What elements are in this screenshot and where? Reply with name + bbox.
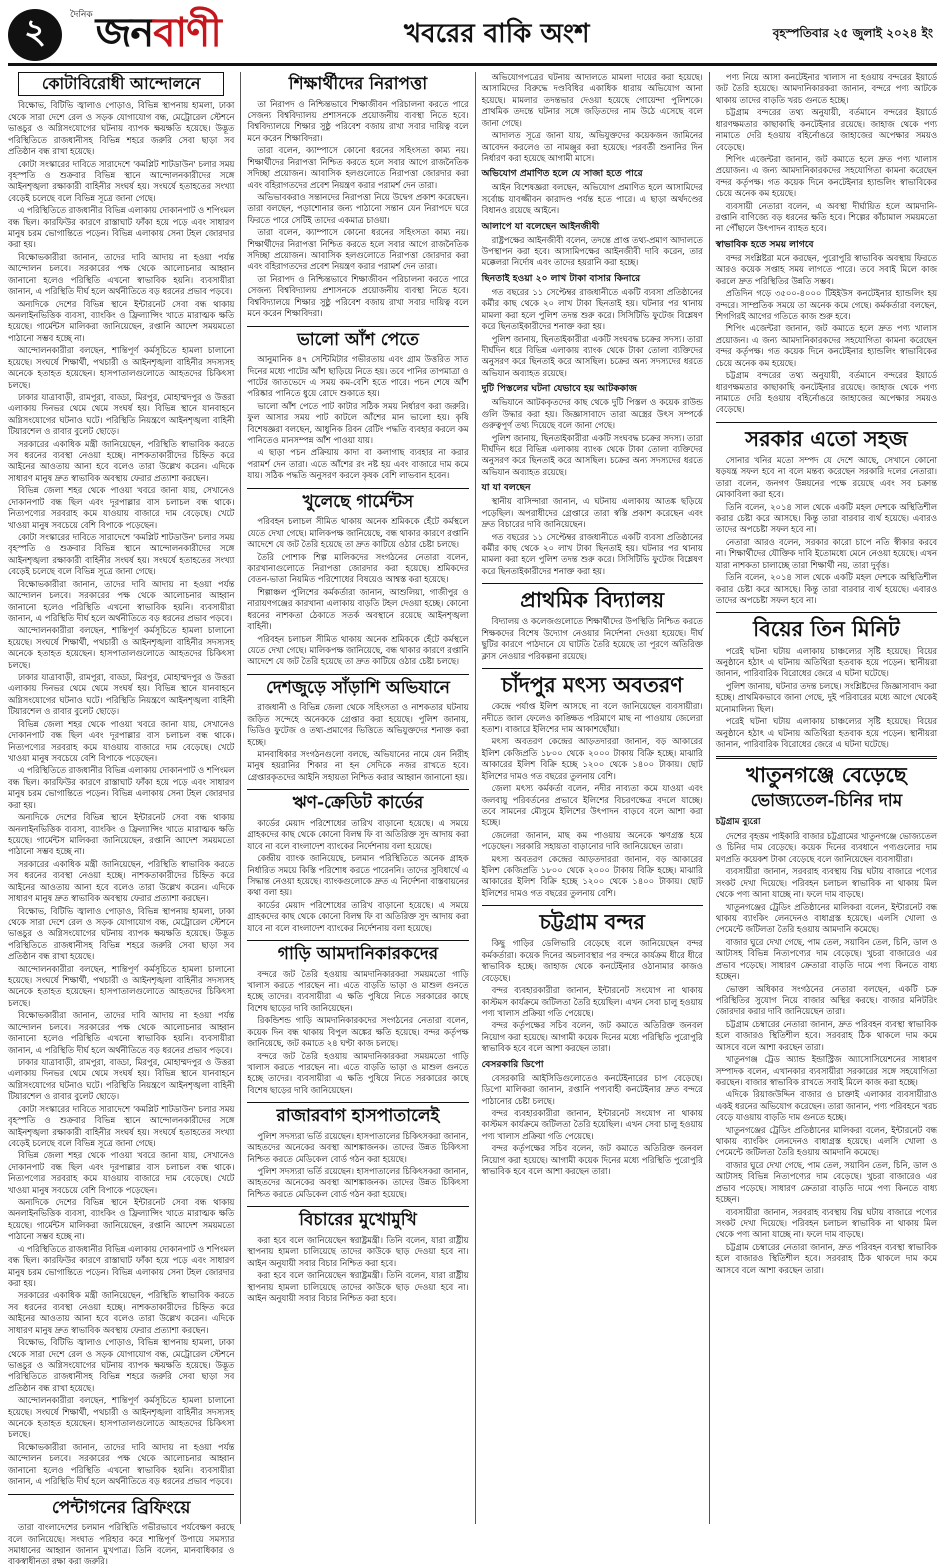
paragraph: বিভিন্ন জেলা শহর থেকে পাওয়া খবরে জানা যায়, সেখানেও দোকানপাট বন্ধ ছিল এবং দূরপাল্লার বাস চলাচল বন্ধ থাকে। নিত্যপণ্যের সরবরাহ কমে যাওয়ায় বাজারে দাম বেড়েছে। খেটে খাওয়া মানুষ সবচেয়ে বেশি বিপাকে পড়েছেন।: [8, 1150, 235, 1195]
paragraph: জেলেরা জানান, মাছ কম পাওয়ায় অনেকে ঋণগ্রস্ত হয়ে পড়েছেন। সরকারি সহায়তা বাড়ানোর দাবি জানিয়েছেন তারা।: [481, 829, 703, 852]
paragraph: ব্যবসায়ীরা জানান, সরবরাহ ব্যবস্থায় বিঘ্ন ঘটায় বাজারে পণ্যের সংকট দেখা দিয়েছে। পরিবহন চলাচল স্বাভাবিক না থাকায় মিল থেকে পণ্য আনা যাচ্ছে না। ফলে দাম বাড়ছে।: [715, 1206, 937, 1240]
paragraph: পুলিশ সদস্যরা ভর্তি রয়েছেন। হাসপাতালের চিকিৎসকরা জানান, আহতদের অনেকের অবস্থা আশঙ্কাজনক। তাদের উন্নত চিকিৎসা নিশ্চিত করতে মেডিকেল বোর্ড গঠন করা হয়েছে।: [247, 1166, 469, 1199]
paragraph: বাজার ঘুরে দেখা গেছে, পাম তেল, সয়াবিন তেল, চিনি, ডাল ও আটাসহ বিভিন্ন নিত্যপণ্যের দাম বেড়েছে। খুচরা বাজারেও এর প্রভাব পড়েছে। সাধারণ ক্রেতারা বাড়তি দামে পণ্য কিনতে বাধ্য হচ্ছেন।: [715, 936, 937, 982]
paragraph: ভোক্তা অধিকার সংগঠনের নেতারা বলছেন, একটি চক্র পরিস্থিতির সুযোগ নিয়ে বাজার অস্থির করছে। বাজার মনিটরিং জোরদার করার দাবি জানিয়েছেন তারা।: [715, 983, 937, 1017]
story-face-trial: [247, 1211, 468, 1304]
column-4: [709, 72, 937, 1524]
page-number: ২: [8, 9, 62, 61]
paragraph: খাতুনগঞ্জের ট্রেডিং প্রতিষ্ঠানের মালিকরা বলেন, ইন্টারনেট বন্ধ থাকায় ব্যাংকিং লেনদেনও বাধাগ্রস্ত হয়েছে। এলসি খোলা ও পেমেন্টে জটিলতা তৈরি হওয়ায় আমদানি কমেছে।: [715, 901, 937, 935]
paragraph: মৎস্য অবতরণ কেন্দ্রের আড়তদাররা জানান, বড় আকারের ইলিশ কেজিপ্রতি ১৮০০ থেকে ২০০০ টাকায় বিক্রি হচ্ছে। মাঝারি আকারের ইলিশ বিক্রি হচ্ছে ১২০০ থেকে ১৪০০ টাকায়। ছোট ইলিশের দামও গত বছরের তুলনায় বেশি।: [481, 736, 703, 781]
story-nationwide-drive: [247, 679, 468, 784]
paragraph: বিক্ষোভ, বিটিভি জ্বালাও পোড়াও, বিভিন্ন স্থাপনায় হামলা, ঢাকা থেকে সারা দেশে রেল ও সড়ক যোগাযোগ বন্ধ, মেট্রোরেল স্টেশনে ভাঙচুর ও অগ্নিসংযোগের ঘটনায় ব্যাপক ক্ষয়ক্ষতি হয়েছে। উদ্ভূত পরিস্থিতিতে রাজধানীসহ বিভিন্ন শহরে জরুরি সেবা ছাড়া সব প্রতিষ্ঠান বন্ধ রাখা হয়েছে।: [8, 905, 235, 962]
paragraph: আন্দোলনকারীরা বলছেন, শান্তিপূর্ণ কর্মসূচিতে হামলা চালানো হয়েছে। সংঘর্ষে শিক্ষার্থী, পথচারী ও আইনশৃঙ্খলা বাহিনীর সদস্যসহ অনেকে হতাহত হয়েছেন। হাসপাতালগুলোতে আহতদের চিকিৎসা চলছে।: [8, 1395, 235, 1440]
paragraph: বিক্ষোভকারীরা জানান, তাদের দাবি আদায় না হওয়া পর্যন্ত আন্দোলন চলবে। সরকারের পক্ষ থেকে আলোচনার আহ্বান জানানো হলেও পরিস্থিতি এখনো স্বাভাবিক হয়নি। ব্যবসায়ীরা জানান, এ পরিস্থিতি দীর্ঘ হলে অর্থনীতিতে বড় ধরনের প্রভাব পড়বে।: [8, 578, 235, 623]
paragraph: মৎস্য অবতরণ কেন্দ্রের আড়তদাররা জানান, বড় আকারের ইলিশ কেজিপ্রতি ১৮০০ থেকে ২০০০ টাকায় বিক্রি হচ্ছে। মাঝারি আকারের ইলিশ বিক্রি হচ্ছে ১২০০ থেকে ১৪০০ টাকায়। ছোট ইলিশের দামও গত বছরের তুলনায় বেশি।: [481, 853, 703, 898]
headline: চট্টগ্রাম বন্দর: [539, 909, 645, 935]
paragraph: ঢাকার যাত্রাবাড়ী, রামপুরা, বাড্ডা, মিরপুর, মোহাম্মদপুর ও উত্তরা এলাকায় দিনভর থেমে থেমে সংঘর্ষ হয়। বিভিন্ন স্থানে যানবাহনে অগ্নিসংযোগের ঘটনাও ঘটে। পরিস্থিতি নিয়ন্ত্রণে আইনশৃঙ্খলা বাহিনী টিয়ারশেল ও রাবার বুলেট ছোড়ে।: [8, 391, 235, 437]
paragraph: এদিকে রিয়াজউদ্দিন বাজার ও চাক্তাই এলাকার ব্যবসায়ীরাও একই ধরনের অভিযোগ করেছেন। তারা জানান, পণ্য পরিবহনে খরচ বেড়ে যাওয়ায় বাড়তি দাম গুনতে হচ্ছে।: [715, 1089, 937, 1123]
story-khatunganj-prices: [716, 763, 937, 1276]
paragraph: শিল্পাঞ্চল পুলিশের কর্মকর্তারা জানান, আশুলিয়া, গাজীপুর ও নারায়ণগঞ্জের কারখানা এলাকায় বাড়তি টহল দেওয়া হচ্ছে। কোনো ধরনের নাশকতা ঠেকাতে সতর্ক অবস্থানে রয়েছে আইনশৃঙ্খলা বাহিনী।: [247, 586, 469, 632]
story-pentagon-briefing: [8, 1499, 234, 1568]
paragraph: সোনার খনির মতো সম্পদ যে দেশে আছে, সেখানে কোনো ষড়যন্ত্র সফল হবে না বলে মন্তব্য করেছেন সরকারি দলের নেতারা। তারা বলেন, জনগণ উন্নয়নের পক্ষে রয়েছে এবং সব চক্রান্ত মোকাবিলা করা হবে।: [715, 454, 937, 500]
divider: [247, 789, 468, 790]
paragraph: চট্টগ্রাম বন্দরের তথ্য অনুযায়ী, বর্তমানে বন্দরের ইয়ার্ডে ধারণক্ষমতার কাছাকাছি কনটেইনার রয়েছে। জাহাজ থেকে পণ্য নামাতে দেরি হওয়ায় বহির্নোঙরে জাহাজের অপেক্ষার সময়ও বেড়েছে।: [715, 370, 937, 415]
paragraph: তৈরি পোশাক শিল্প মালিকদের সংগঠনের নেতারা বলেন, কারখানাগুলোতে নিরাপত্তা জোরদার করা হয়েছে। শ্রমিকদের বেতন-ভাতা নিয়মিত পরিশোধের বিষয়েও আশ্বস্ত করা হয়েছে।: [247, 551, 469, 585]
paragraph: ব্যবসায়ীরা জানান, সরবরাহ ব্যবস্থায় বিঘ্ন ঘটায় বাজারে পণ্যের সংকট দেখা দিয়েছে। পরিবহন চলাচল স্বাভাবিক না থাকায় মিল থেকে পণ্য আনা যাচ্ছে না। ফলে দাম বাড়ছে।: [715, 866, 937, 900]
paragraph: ঢাকার যাত্রাবাড়ী, রামপুরা, বাড্ডা, মিরপুর, মোহাম্মদপুর ও উত্তরা এলাকায় দিনভর থেমে থেমে সংঘর্ষ হয়। বিভিন্ন স্থানে যানবাহনে অগ্নিসংযোগের ঘটনাও ঘটে। পরিস্থিতি নিয়ন্ত্রণে আইনশৃঙ্খলা বাহিনী টিয়ারশেল ও রাবার বুলেট ছোড়ে।: [8, 1056, 235, 1102]
headline: শিক্ষার্থীদের নিরাপত্তা: [288, 74, 428, 94]
paragraph: খাতুনগঞ্জের ট্রেডিং প্রতিষ্ঠানের মালিকরা বলেন, ইন্টারনেট বন্ধ থাকায় ব্যাংকিং লেনদেনও বাধাগ্রস্ত হয়েছে। এলসি খোলা ও পেমেন্টে জটিলতা তৈরি হওয়ায় আমদানি কমেছে।: [715, 1124, 937, 1158]
paragraph: আন্দোলনকারীরা বলছেন, শান্তিপূর্ণ কর্মসূচিতে হামলা চালানো হয়েছে। সংঘর্ষে শিক্ষার্থী, পথচারী ও আইনশৃঙ্খলা বাহিনীর সদস্যসহ অনেকে হতাহত হয়েছেন। হাসপাতালগুলোতে আহতদের চিকিৎসা চলছে।: [8, 345, 235, 390]
paragraph: অন্যদিকে দেশের বিভিন্ন স্থানে ইন্টারনেট সেবা বন্ধ থাকায় অনলাইনভিত্তিক ব্যবসা, ব্যাংকিং ও ফ্রিল্যান্সিং খাতে মারাত্মক ক্ষতি হয়েছে। গার্মেন্টস মালিকরা জানিয়েছেন, রপ্তানি আদেশ সময়মতো পাঠানো সম্ভব হচ্ছে না।: [8, 1197, 235, 1242]
masthead: [8, 6, 937, 66]
paragraph: আদালত সূত্রে জানা যায়, অভিযুক্তদের কয়েকজন জামিনের আবেদন করলেও তা নামঞ্জুর করা হয়েছে। পরবর্তী শুনানির দিন নির্ধারণ করা হয়েছে আগামী মাসে।: [481, 130, 703, 163]
headline: কোটাবিরোধী আন্দোলনে: [18, 72, 224, 96]
story-primary-school: [482, 588, 703, 662]
paragraph: অভিভাবকরাও সন্তানদের নিরাপত্তা নিয়ে উদ্বেগ প্রকাশ করেছেন। তারা বলছেন, পড়াশোনার জন্য পাঠানো সন্তান যেন নিরাপদে ঘরে ফিরতে পারে সেটিই তাদের একমাত্র চাওয়া।: [247, 191, 469, 225]
paragraph: বাজার ঘুরে দেখা গেছে, পাম তেল, সয়াবিন তেল, চিনি, ডাল ও আটাসহ বিভিন্ন নিত্যপণ্যের দাম বেড়েছে। খুচরা বাজারেও এর প্রভাব পড়েছে। সাধারণ ক্রেতারা বাড়তি দামে পণ্য কিনতে বাধ্য হচ্ছেন।: [715, 1159, 937, 1205]
paragraph: বন্দর ব্যবহারকারীরা জানান, ইন্টারনেট সংযোগ না থাকায় কাস্টমস কার্যক্রমে জটিলতা তৈরি হয়েছিল। এখন সেবা চালু হওয়ায় পণ্য খালাস প্রক্রিয়া গতি পেয়েছে।: [481, 1107, 703, 1141]
paragraph: তারা বলেন, ক্যাম্পাসে কোনো ধরনের সহিংসতা কাম্য নয়। শিক্ষার্থীদের নিরাপত্তা নিশ্চিত করতে হলে সবার আগে রাজনৈতিক সদিচ্ছা প্রয়োজন। আবাসিক হলগুলোতে নিরাপত্তা জোরদার করা এবং বহিরাগতদের প্রবেশ নিয়ন্ত্রণ করার পরামর্শ দেন তারা।: [247, 145, 469, 190]
paragraph: চট্টগ্রাম বন্দরের তথ্য অনুযায়ী, বর্তমানে বন্দরের ইয়ার্ডে ধারণক্ষমতার কাছাকাছি কনটেইনার রয়েছে। জাহাজ থেকে পণ্য নামাতে দেরি হওয়ায় বহির্নোঙরে জাহাজের অপেক্ষার সময়ও বেড়েছে।: [715, 107, 937, 152]
issue-date: বৃহস্পতিবার ২৫ জুলাই ২০২৪ ইং: [772, 25, 933, 40]
paragraph: কিছু গাড়ির ডেলিভারি বেড়েছে বলে জানিয়েছেন বন্দর কর্মকর্তারা। কয়েক দিনের অচলাবস্থার পর বন্দরে কার্যক্রম ধীরে ধীরে স্বাভাবিক হচ্ছে। জাহাজ থেকে কনটেইনার ওঠানামার কাজও বেড়েছে।: [481, 938, 703, 983]
paragraph: কোটা সংস্কারের দাবিতে সারাদেশে 'কমপ্লিট শাটডাউন' চলার সময় বৃহস্পতি ও শুক্রবার বিভিন্ন স্থানে আন্দোলনকারীদের সঙ্গে আইনশৃঙ্খলা রক্ষাকারী বাহিনীর সংঘর্ষ হয়। সংঘর্ষে হতাহতের সংখ্যা বেড়েই চলেছে বলে বিভিন্ন সূত্রে জানা গেছে।: [8, 532, 235, 577]
paragraph: ঢাকার যাত্রাবাড়ী, রামপুরা, বাড্ডা, মিরপুর, মোহাম্মদপুর ও উত্তরা এলাকায় দিনভর থেমে থেমে সংঘর্ষ হয়। বিভিন্ন স্থানে যানবাহনে অগ্নিসংযোগের ঘটনাও ঘটে। পরিস্থিতি নিয়ন্ত্রণে আইনশৃঙ্খলা বাহিনী টিয়ারশেল ও রাবার বুলেট ছোড়ে।: [8, 672, 235, 717]
paragraph: আইন বিশেষজ্ঞরা বলছেন, অভিযোগ প্রমাণিত হলে আসামিদের সর্বোচ্চ যাবজ্জীবন কারাদণ্ড পর্যন্ত হতে পারে। এ ছাড়া অর্থদণ্ডের বিধানও রয়েছে আইনে।: [481, 182, 703, 216]
paragraph: তা নিরাপদ ও নিশ্চিন্তভাবে শিক্ষাজীবন পরিচালনা করতে পারে সেজন্য বিশ্ববিদ্যালয় প্রশাসনকে প্রয়োজনীয় ব্যবস্থা নিতে হবে। বিশ্ববিদ্যালয়ে শিক্ষার সুষ্ঠু পরিবেশ বজায় রাখা সবার দায়িত্ব বলে মনে করেন শিক্ষাবিদরা।: [247, 98, 469, 143]
story-chandpur-fish: [482, 673, 703, 899]
divider: [716, 612, 937, 613]
headline: সরকার এতো সহজ: [745, 425, 908, 451]
paragraph: তিনি বলেন, ২০১৪ সাল থেকে একটি মহল দেশকে অস্থিতিশীল করার চেষ্টা করে আসছে। কিন্তু তারা বারবার ব্যর্থ হয়েছে। এবারও তাদের অপচেষ্টা সফল হবে না।: [715, 572, 937, 606]
divider: [8, 1494, 234, 1495]
column-2: [240, 72, 468, 1524]
logo-prefix: দৈনিক: [70, 10, 93, 20]
paragraph: অভিযানে আটককৃতদের কাছ থেকে দুটি পিস্তল ও কয়েক রাউন্ড গুলি উদ্ধার করা হয়। জিজ্ঞাসাবাদে তারা অস্ত্রের উৎস সম্পর্কে গুরুত্বপূর্ণ তথ্য দিয়েছে বলে জানা গেছে।: [481, 397, 703, 431]
byline: চট্টগ্রাম ব্যুরো: [715, 817, 761, 828]
paragraph: কোটা সংস্কারের দাবিতে সারাদেশে 'কমপ্লিট শাটডাউন' চলার সময় বৃহস্পতি ও শুক্রবার বিভিন্ন স্থানে আন্দোলনকারীদের সঙ্গে আইনশৃঙ্খলা রক্ষাকারী বাহিনীর সংঘর্ষ হয়। সংঘর্ষে হতাহতের সংখ্যা বেড়েই চলেছে বলে বিভিন্ন সূত্রে জানা গেছে।: [8, 1103, 235, 1148]
divider: [482, 668, 703, 669]
headline: ঋণ-ক্রেডিট কার্ডের: [292, 793, 424, 814]
story-quota-movement: [8, 72, 234, 1488]
subheadline: ভোজ্যতেল-চিনির দাম: [750, 790, 903, 811]
paragraph: করা হবে বলে জানিয়েছেন স্বরাষ্ট্রমন্ত্রী। তিনি বলেন, যারা রাষ্ট্রীয় স্থাপনায় হামলা চালিয়েছে তাদের কাউকে ছাড় দেওয়া হবে না। আইন অনুযায়ী সবার বিচার নিশ্চিত করা হবে।: [247, 1234, 469, 1268]
paragraph: তা নিরাপদ ও নিশ্চিন্তভাবে শিক্ষাজীবন পরিচালনা করতে পারে সেজন্য বিশ্ববিদ্যালয় প্রশাসনকে প্রয়োজনীয় ব্যবস্থা নিতে হবে। বিশ্ববিদ্যালয়ে শিক্ষার সুষ্ঠু পরিবেশ বজায় রাখা সবার দায়িত্ব বলে মনে করেন শিক্ষাবিদরা।: [247, 273, 469, 319]
headline: গাড়ি আমদানিকারকদের: [277, 944, 439, 965]
paragraph: পুলিশ সদস্যরা ভর্তি রয়েছেন। হাসপাতালের চিকিৎসকরা জানান, আহতদের অনেকের অবস্থা আশঙ্কাজনক। তাদের উন্নত চিকিৎসা নিশ্চিত করতে মেডিকেল বোর্ড গঠন করা হয়েছে।: [247, 1130, 469, 1164]
story-car-importers: [247, 945, 468, 1096]
paragraph: ভালো আঁশ পেতে পাট কাটার সঠিক সময় নির্ধারণ করা জরুরি। ফুল আসার সময় পাট কাটলে আঁশের মান ভালো হয়। কৃষি বিশেষজ্ঞরা বলছেন, আধুনিক রিবন রেটিং পদ্ধতি ব্যবহার করলে কম পানিতেও মানসম্পন্ন আঁশ পাওয়া যায়।: [247, 400, 469, 446]
paragraph: অভিযোগপত্রের ঘটনায় আদালতে মামলা দায়ের করা হয়েছে। আসামিদের বিরুদ্ধে দণ্ডবিধির একাধিক ধারায় অভিযোগ আনা হয়েছে। মামলার তদন্তভার দেওয়া হয়েছে গোয়েন্দা পুলিশকে। প্রাথমিক তদন্তে ঘটনার সঙ্গে জড়িতদের নাম উঠে এসেছে বলে জানা গেছে।: [481, 72, 703, 128]
divider: [247, 488, 468, 489]
paragraph: বিক্ষোভকারীরা জানান, তাদের দাবি আদায় না হওয়া পর্যন্ত আন্দোলন চলবে। সরকারের পক্ষ থেকে আলোচনার আহ্বান জানানো হলেও পরিস্থিতি এখনো স্বাভাবিক হয়নি। ব্যবসায়ীরা জানান, এ পরিস্থিতি দীর্ঘ হলে অর্থনীতিতে বড় ধরনের প্রভাব পড়বে।: [8, 251, 235, 297]
paragraph: আন্দোলনকারীরা বলছেন, শান্তিপূর্ণ কর্মসূচিতে হামলা চালানো হয়েছে। সংঘর্ষে শিক্ষার্থী, পথচারী ও আইনশৃঙ্খলা বাহিনীর সদস্যসহ অনেকে হতাহত হয়েছেন। হাসপাতালগুলোতে আহতদের চিকিৎসা চলছে।: [8, 625, 235, 670]
headline: বিচারের মুখোমুখি: [299, 1210, 417, 1231]
paragraph: তারা বলেন, ক্যাম্পাসে কোনো ধরনের সহিংসতা কাম্য নয়। শিক্ষার্থীদের নিরাপত্তা নিশ্চিত করতে হলে সবার আগে রাজনৈতিক সদিচ্ছা প্রয়োজন। আবাসিক হলগুলোতে নিরাপত্তা জোরদার করা এবং বহিরাগতদের প্রবেশ নিয়ন্ত্রণ করার পরামর্শ দেন তারা।: [247, 227, 469, 272]
paragraph: সরকারের একাধিক মন্ত্রী জানিয়েছেন, পরিস্থিতি স্বাভাবিক করতে সব ধরনের ব্যবস্থা নেওয়া হচ্ছে। নাশকতাকারীদের চিহ্নিত করে আইনের আওতায় আনা হবে বলেও তারা উল্লেখ করেন। এদিকে সাধারণ মানুষ দ্রুত স্বাভাবিক অবস্থায় ফেরার প্রত্যাশা করছেন।: [8, 438, 235, 483]
headline: বিয়ের তিন মিনিট: [753, 616, 900, 642]
paragraph: বিক্ষোভ, বিটিভি জ্বালাও পোড়াও, বিভিন্ন স্থাপনায় হামলা, ঢাকা থেকে সারা দেশে রেল ও সড়ক যোগাযোগ বন্ধ, মেট্রোরেল স্টেশনে ভাঙচুর ও অগ্নিসংযোগের ঘটনায় ব্যাপক ক্ষয়ক্ষতি হয়েছে। উদ্ভূত পরিস্থিতিতে রাজধানীসহ বিভিন্ন শহরে জরুরি সেবা ছাড়া সব প্রতিষ্ঠান বন্ধ রাখা হয়েছে।: [8, 1337, 235, 1393]
paragraph: কেন্দ্রে পর্যাপ্ত ইলিশ আসছে না বলে জানিয়েছেন ব্যবসায়ীরা। নদীতে জাল ফেলেও কাঙ্ক্ষিত পরিমাণে মাছ না পাওয়ায় জেলেরা হতাশ। বাজারে ইলিশের দাম আকাশছোঁয়া।: [481, 701, 703, 734]
divider: [247, 674, 468, 675]
paragraph: শিপিং এজেন্টরা জানান, জট কমাতে হলে দ্রুত পণ্য খালাস প্রয়োজন। এ জন্য আমদানিকারকদের সহযোগিতা কামনা করেছেন বন্দর কর্তৃপক্ষ। গত কয়েক দিনে কনটেইনার হ্যান্ডলিং স্বাভাবিকের চেয়ে অনেক কম হয়েছে।: [715, 323, 937, 368]
story-wedding: [716, 617, 937, 750]
paragraph: পরেই ঘটনা ঘটায় এলাকায় চাঞ্চল্যের সৃষ্টি হয়েছে। বিয়ের অনুষ্ঠানে হঠাৎ এ ঘটনায় অতিথিরা হতবাক হয়ে পড়েন। স্থানীয়রা জানান, পারিবারিক বিরোধের জেরে এ ঘটনা ঘটেছে।: [715, 645, 937, 679]
paragraph: নেতারা আরও বলেন, সরকার কারো চাপে নতি স্বীকার করবে না। শিক্ষার্থীদের যৌক্তিক দাবি ইতোমধ্যে মেনে নেওয়া হয়েছে। এখন যারা নাশকতা চালাচ্ছে তারা শিক্ষার্থী নয়, তারা দুর্বৃত্ত।: [715, 536, 937, 570]
divider: [247, 326, 468, 327]
headline: দেশজুড়ে সাঁড়াশি অভিযানে: [265, 677, 450, 698]
paragraph: চট্টগ্রাম চেম্বারের নেতারা জানান, দ্রুত পরিবহন ব্যবস্থা স্বাভাবিক হলে বাজারও স্থিতিশীল হবে। সরবরাহ ঠিক থাকলে দাম কমে আসবে বলে আশা করছেন তারা।: [715, 1241, 937, 1275]
paragraph: বিক্ষোভকারীরা জানান, তাদের দাবি আদায় না হওয়া পর্যন্ত আন্দোলন চলবে। সরকারের পক্ষ থেকে আলোচনার আহ্বান জানানো হলেও পরিস্থিতি এখনো স্বাভাবিক হয়নি। ব্যবসায়ীরা জানান, এ পরিস্থিতি দীর্ঘ হলে অর্থনীতিতে বড় ধরনের প্রভাব পড়বে।: [8, 1441, 235, 1487]
paragraph: করা হবে বলে জানিয়েছেন স্বরাষ্ট্রমন্ত্রী। তিনি বলেন, যারা রাষ্ট্রীয় স্থাপনায় হামলা চালিয়েছে তাদের কাউকে ছাড় দেওয়া হবে না। আইন অনুযায়ী সবার বিচার নিশ্চিত করা হবে।: [247, 1270, 469, 1303]
paragraph: দেশের বৃহত্তম পাইকারি বাজার চট্টগ্রামের খাতুনগঞ্জে ভোজ্যতেল ও চিনির দাম বেড়েছে। কয়েক দিনের ব্যবধানে পণ্যগুলোর দাম মণপ্রতি কয়েকশ টাকা বেড়েছে বলে জানিয়েছেন ব্যবসায়ীরা।: [715, 831, 937, 864]
paragraph: পরিবহন চলাচল সীমিত থাকায় অনেক শ্রমিককে হেঁটে কর্মস্থলে যেতে দেখা গেছে। মালিকপক্ষ জানিয়েছে, বন্ধ থাকার কারণে রপ্তানি আদেশে যে জট তৈরি হয়েছে তা দ্রুত কাটিয়ে ওঠার চেষ্টা চলছে।: [247, 516, 469, 550]
paragraph: সরকারের একাধিক মন্ত্রী জানিয়েছেন, পরিস্থিতি স্বাভাবিক করতে সব ধরনের ব্যবস্থা নেওয়া হচ্ছে। নাশকতাকারীদের চিহ্নিত করে আইনের আওতায় আনা হবে বলেও তারা উল্লেখ করেন। এদিকে সাধারণ মানুষ দ্রুত স্বাভাবিক অবস্থায় ফেরার প্রত্যাশা করছেন।: [8, 1290, 235, 1335]
story-chattogram-port: [482, 910, 703, 1177]
paragraph: পরেই ঘটনা ঘটায় এলাকায় চাঞ্চল্যের সৃষ্টি হয়েছে। বিয়ের অনুষ্ঠানে হঠাৎ এ ঘটনায় অতিথিরা হতবাক হয়ে পড়েন। স্থানীয়রা জানান, পারিবারিক বিরোধের জেরে এ ঘটনা ঘটেছে।: [715, 716, 937, 749]
columns: [8, 72, 937, 1567]
paragraph: বন্দরে জট তৈরি হওয়ায় আমদানিকারকরা সময়মতো গাড়ি খালাস করতে পারছেন না। এতে বাড়তি ভাড়া ও মাশুল গুনতে হচ্ছে তাদের। ব্যবসায়ীরা এ ক্ষতি পুষিয়ে নিতে সরকারের কাছে বিশেষ ছাড়ের দাবি জানিয়েছেন।: [247, 968, 469, 1013]
divider: [716, 422, 937, 423]
divider: [482, 583, 703, 584]
paragraph: সরকারের একাধিক মন্ত্রী জানিয়েছেন, পরিস্থিতি স্বাভাবিক করতে সব ধরনের ব্যবস্থা নেওয়া হচ্ছে। নাশকতাকারীদের চিহ্নিত করে আইনের আওতায় আনা হবে বলেও তারা উল্লেখ করেন। এদিকে সাধারণ মানুষ দ্রুত স্বাভাবিক অবস্থায় ফেরার প্রত্যাশা করছেন।: [8, 858, 235, 904]
subheading: স্বাভাবিক হতে সময় লাগবে: [715, 238, 814, 250]
paragraph: অন্যদিকে দেশের বিভিন্ন স্থানে ইন্টারনেট সেবা বন্ধ থাকায় অনলাইনভিত্তিক ব্যবসা, ব্যাংকিং ও ফ্রিল্যান্সিং খাতে মারাত্মক ক্ষতি হয়েছে। গার্মেন্টস মালিকরা জানিয়েছেন, রপ্তানি আদেশ সময়মতো পাঠানো সম্ভব হচ্ছে না।: [8, 298, 235, 343]
divider: [482, 905, 703, 906]
paragraph: পণ্য নিয়ে আসা কনটেইনার খালাস না হওয়ায় বন্দরের ইয়ার্ডে জট তৈরি হয়েছে। আমদানিকারকরা জানান, বন্দরে পণ্য আটকে থাকায় তাদের বাড়তি খরচ গুনতে হচ্ছে।: [715, 72, 937, 105]
story-government-easy: [716, 427, 937, 607]
paragraph: আনুমানিক ৪৭ সেন্টিমিটার গভীরতায় এবং গ্রাম উত্তরিত সাত দিনের মধ্যে পাটের আঁশ ছাড়িয়ে নিতে হয়। তবে পানির তাপমাত্রা ও পাটের জাতভেদে এ সময় কম-বেশি হতে পারে। পচন শেষে আঁশ পরিষ্কার পানিতে ধুয়ে রোদে শুকাতে হয়।: [247, 354, 469, 399]
paragraph: কার্ডের মেয়াদ পরিশোধের তারিখ বাড়ানো হয়েছে। এ সময়ে গ্রাহকদের কাছ থেকে কোনো বিলম্ব ফি বা অতিরিক্ত সুদ আদায় করা যাবে না বলে বাংলাদেশ ব্যাংকের নির্দেশনায় বলা হয়েছে।: [247, 899, 469, 933]
paragraph: কোটা সংস্কারের দাবিতে সারাদেশে 'কমপ্লিট শাটডাউন' চলার সময় বৃহস্পতি ও শুক্রবার বিভিন্ন স্থানে আন্দোলনকারীদের সঙ্গে আইনশৃঙ্খলা রক্ষাকারী বাহিনীর সংঘর্ষ হয়। সংঘর্ষে হতাহতের সংখ্যা বেড়েই চলেছে বলে বিভিন্ন সূত্রে জানা গেছে।: [8, 158, 235, 203]
section-title: খবরের বাকি অংশ: [404, 18, 590, 49]
paragraph: এ পরিস্থিতিতে রাজধানীর বিভিন্ন এলাকায় দোকানপাট ও শপিংমল বন্ধ ছিল। কারফিউর কারণে রাস্তাঘাট ফাঁকা হয়ে পড়ে এবং সাধারণ মানুষ চরম ভোগান্তিতে পড়েন। বিভিন্ন এলাকায় সেনা টহল জোরদার করা হয়।: [8, 1243, 235, 1288]
paragraph: রিকন্ডিশন্ড গাড়ি আমদানিকারকদের সংগঠনের নেতারা বলেন, কয়েক দিন বন্ধ থাকায় বিপুল অঙ্কের ক্ষতি হয়েছে। বন্দর কর্তৃপক্ষ জানিয়েছে, জট কমাতে ২৪ ঘণ্টা কাজ চলছে।: [247, 1015, 469, 1049]
paragraph: গত বছরের ১১ সেপ্টেম্বর রাজধানীতে একটি ব্যবসা প্রতিষ্ঠানের কর্মীর কাছ থেকে ২০ লাখ টাকা ছিনতাই হয়। ঘটনার পর থানায় মামলা করা হলে পুলিশ তদন্ত শুরু করে। সিসিটিভি ফুটেজ বিশ্লেষণ করে ছিনতাইকারীদের শনাক্ত করা হয়।: [481, 531, 703, 576]
subheading: যা যা বলছেন: [481, 482, 531, 494]
divider: [247, 940, 468, 941]
story-port-continued: [716, 72, 937, 416]
paragraph: স্থানীয় বাসিন্দারা জানান, এ ঘটনায় এলাকায় আতঙ্ক ছড়িয়ে পড়েছিল। অপরাধীদের গ্রেপ্তারে তারা স্বস্তি প্রকাশ করেছেন এবং দ্রুত বিচারের দাবি জানিয়েছেন।: [481, 496, 703, 530]
column-1: [8, 72, 235, 1567]
paragraph: বিক্ষোভকারীরা জানান, তাদের দাবি আদায় না হওয়া পর্যন্ত আন্দোলন চলবে। সরকারের পক্ষ থেকে আলোচনার আহ্বান জানানো হলেও পরিস্থিতি এখনো স্বাভাবিক হয়নি। ব্যবসায়ীরা জানান, এ পরিস্থিতি দীর্ঘ হলে অর্থনীতিতে বড় ধরনের প্রভাব পড়বে।: [8, 1010, 235, 1055]
paragraph: তারা বাংলাদেশের চলমান পরিস্থিতি গভীরভাবে পর্যবেক্ষণ করছে বলে জানিয়েছে। সংঘাত পরিহার করে শান্তিপূর্ণ উপায়ে সমস্যার সমাধানের আহ্বান জানান মুখপাত্র। তিনি বলেন, মানবাধিকার ও বাকস্বাধীনতা রক্ষা করা জরুরি।: [8, 1522, 235, 1567]
paragraph: প্রতিদিন গড়ে ৩৫০০-৪০০০ টিইইউস কনটেইনার হ্যান্ডলিং হয় বন্দরে। সাম্প্রতিক সময়ে তা অনেক কমে গেছে। কর্মকর্তারা বলছেন, শিগগিরই আগের গতিতে কাজ শুরু হবে।: [715, 288, 937, 322]
paragraph: গত বছরের ১১ সেপ্টেম্বর রাজধানীতে একটি ব্যবসা প্রতিষ্ঠানের কর্মীর কাছ থেকে ২০ লাখ টাকা ছিনতাই হয়। ঘটনার পর থানায় মামলা করা হলে পুলিশ তদন্ত শুরু করে। সিসিটিভি ফুটেজ বিশ্লেষণ করে ছিনতাইকারীদের শনাক্ত করা হয়।: [481, 286, 703, 332]
paragraph: ব্যবসায়ী নেতারা বলেন, এ অবস্থা দীর্ঘায়িত হলে আমদানি-রপ্তানি বাণিজ্যে বড় ধরনের ক্ষতি হবে। শিল্পের কাঁচামাল সময়মতো না পৌঁছালে উৎপাদন ব্যাহত হবে।: [715, 200, 937, 234]
subheading: ছিনতাই হওয়া ২০ লাখ টাকা বাসার কিনারে: [481, 272, 641, 284]
headline: রাজারবাগ হাসপাতালেই: [276, 1106, 440, 1127]
subheading: আলাপে যা বলেছেন আইনজীবী: [481, 220, 600, 232]
headline: প্রাথমিক বিদ্যালয়: [520, 587, 665, 613]
headline: পেন্টাগনের ব্রিফিংয়ে: [51, 1497, 191, 1518]
story-continued: [482, 72, 703, 577]
divider: [247, 1102, 468, 1103]
subheading: দুটি পিস্তলের ঘটনা যেভাবে হয় আটককাজ: [481, 383, 637, 395]
story-jute-fiber: [247, 331, 468, 482]
paragraph: পুলিশ জানায়, ছিনতাইকারীরা একটি সংঘবদ্ধ চক্রের সদস্য। তারা দীর্ঘদিন ধরে বিভিন্ন এলাকায় ব্যাংক থেকে টাকা তোলা ব্যক্তিদের অনুসরণ করে ছিনতাই করে আসছিল। চক্রের অন্য সদস্যদের ধরতে অভিযান অব্যাহত রয়েছে।: [481, 432, 703, 477]
paragraph: অন্যদিকে দেশের বিভিন্ন স্থানে ইন্টারনেট সেবা বন্ধ থাকায় অনলাইনভিত্তিক ব্যবসা, ব্যাংকিং ও ফ্রিল্যান্সিং খাতে মারাত্মক ক্ষতি হয়েছে। গার্মেন্টস মালিকরা জানিয়েছেন, রপ্তানি আদেশ সময়মতো পাঠানো সম্ভব হচ্ছে না।: [8, 812, 235, 857]
paragraph: বন্দর কর্তৃপক্ষের সচিব বলেন, জট কমাতে অতিরিক্ত জনবল নিয়োগ করা হয়েছে। আগামী কয়েক দিনের মধ্যে পরিস্থিতি পুরোপুরি স্বাভাবিক হবে বলে আশা করছেন তারা।: [481, 1143, 703, 1177]
paragraph: শিপিং এজেন্টরা জানান, জট কমাতে হলে দ্রুত পণ্য খালাস প্রয়োজন। এ জন্য আমদানিকারকদের সহযোগিতা কামনা করেছেন বন্দর কর্তৃপক্ষ। গত কয়েক দিনে কনটেইনার হ্যান্ডলিং স্বাভাবিকের চেয়ে অনেক কম হয়েছে।: [715, 153, 937, 199]
story-credit-card: [247, 794, 468, 934]
story-garments-open: [247, 493, 468, 668]
logo-first: জন: [95, 9, 154, 56]
paragraph: পরিবহন চলাচল সীমিত থাকায় অনেক শ্রমিককে হেঁটে কর্মস্থলে যেতে দেখা গেছে। মালিকপক্ষ জানিয়েছে, বন্ধ থাকার কারণে রপ্তানি আদেশে যে জট তৈরি হয়েছে তা দ্রুত কাটিয়ে ওঠার চেষ্টা চলছে।: [247, 633, 469, 667]
headline: চাঁদপুর মৎস্য অবতরণ: [501, 672, 683, 698]
paragraph: কার্ডের মেয়াদ পরিশোধের তারিখ বাড়ানো হয়েছে। এ সময়ে গ্রাহকদের কাছ থেকে কোনো বিলম্ব ফি বা অতিরিক্ত সুদ আদায় করা যাবে না বলে বাংলাদেশ ব্যাংকের নির্দেশনায় বলা হয়েছে।: [247, 817, 469, 851]
divider: [247, 1206, 468, 1207]
paragraph: জেলা মৎস্য কর্মকর্তা বলেন, নদীর নাব্যতা কমে যাওয়া এবং জলবায়ু পরিবর্তনের প্রভাবে ইলিশের বিচরণক্ষেত্র বদলে যাচ্ছে। তবে সামনের মৌসুমে ইলিশের উৎপাদন বাড়বে বলে আশা করা হচ্ছে।: [481, 783, 703, 828]
paragraph: এ ছাড়া পচন প্রক্রিয়ায় কাদা বা কলাগাছ ব্যবহার না করার পরামর্শ দেন তারা। এতে আঁশের রং নষ্ট হয় এবং বাজারে দাম কমে যায়। সঠিক পদ্ধতি অনুসরণ করলে কৃষক বেশি লাভবান হবেন।: [247, 447, 469, 481]
paragraph: বিভিন্ন জেলা শহর থেকে পাওয়া খবরে জানা যায়, সেখানেও দোকানপাট বন্ধ ছিল এবং দূরপাল্লার বাস চলাচল বন্ধ থাকে। নিত্যপণ্যের সরবরাহ কমে যাওয়ায় বাজারে দাম বেড়েছে। খেটে খাওয়া মানুষ সবচেয়ে বেশি বিপাকে পড়েছেন।: [8, 718, 235, 764]
paragraph: পুলিশ জানায়, ঘটনার তদন্ত চলছে। সংশ্লিষ্টদের জিজ্ঞাসাবাদ করা হচ্ছে। প্রাথমিকভাবে জানা গেছে, দুই পরিবারের মধ্যে আগে থেকেই মনোমালিন্য ছিল।: [715, 680, 937, 714]
paragraph: রাষ্ট্রপক্ষের আইনজীবী বলেন, তদন্তে প্রাপ্ত তথ্য-প্রমাণ আদালতে উপস্থাপন করা হবে। আসামিপক্ষের আইনজীবী দাবি করেন, তার মক্কেলরা নির্দোষ এবং তাদের হয়রানি করা হচ্ছে।: [481, 234, 703, 268]
story-student-safety: [247, 75, 468, 320]
paragraph: বন্দর কর্তৃপক্ষের সচিব বলেন, জট কমাতে অতিরিক্ত জনবল নিয়োগ করা হয়েছে। আগামী কয়েক দিনের মধ্যে পরিস্থিতি পুরোপুরি স্বাভাবিক হবে বলে আশা করছেন তারা।: [481, 1020, 703, 1054]
paragraph: খাতুনগঞ্জ ট্রেড অ্যান্ড ইন্ডাস্ট্রিজ অ্যাসোসিয়েশনের সাধারণ সম্পাদক বলেন, এখানকার ব্যবসায়ীরা সরকারের সঙ্গে সহযোগিতা করছেন। বাজার স্বাভাবিক রাখতে সবাই মিলে কাজ করা হচ্ছে।: [715, 1054, 937, 1087]
divider: [716, 756, 937, 759]
paragraph: পুলিশ জানায়, ছিনতাইকারীরা একটি সংঘবদ্ধ চক্রের সদস্য। তারা দীর্ঘদিন ধরে বিভিন্ন এলাকায় ব্যাংক থেকে টাকা তোলা ব্যক্তিদের অনুসরণ করে ছিনতাই করে আসছিল। চক্রের অন্য সদস্যদের ধরতে অভিযান অব্যাহত রয়েছে।: [481, 333, 703, 378]
paragraph: তিনি বলেন, ২০১৪ সাল থেকে একটি মহল দেশকে অস্থিতিশীল করার চেষ্টা করে আসছে। কিন্তু তারা বারবার ব্যর্থ হয়েছে। এবারও তাদের অপচেষ্টা সফল হবে না।: [715, 501, 937, 535]
paragraph: আন্দোলনকারীরা বলছেন, শান্তিপূর্ণ কর্মসূচিতে হামলা চালানো হয়েছে। সংঘর্ষে শিক্ষার্থী, পথচারী ও আইনশৃঙ্খলা বাহিনীর সদস্যসহ অনেকে হতাহত হয়েছেন। হাসপাতালগুলোতে আহতদের চিকিৎসা চলছে।: [8, 963, 235, 1008]
paragraph: মানবাধিকার সংগঠনগুলো বলছে, অভিযানের নামে যেন নিরীহ মানুষ হয়রানির শিকার না হন সেদিকে নজর রাখতে হবে। গ্রেপ্তারকৃতদের আইনি সহায়তা নিশ্চিত করার আহ্বান জানানো হয়।: [247, 749, 469, 782]
story-rajarbagh-hospital: [247, 1107, 468, 1200]
paragraph: বিক্ষোভ, বিটিভি জ্বালাও পোড়াও, বিভিন্ন স্থাপনায় হামলা, ঢাকা থেকে সারা দেশে রেল ও সড়ক যোগাযোগ বন্ধ, মেট্রোরেল স্টেশনে ভাঙচুর ও অগ্নিসংযোগের ঘটনায় ব্যাপক ক্ষয়ক্ষতি হয়েছে। উদ্ভূত পরিস্থিতিতে রাজধানীসহ বিভিন্ন শহরে জরুরি সেবা ছাড়া সব প্রতিষ্ঠান বন্ধ রাখা হয়েছে।: [8, 100, 235, 157]
logo-second: বাণী: [153, 9, 221, 56]
column-3: [475, 72, 703, 1524]
paragraph: বিদ্যালয় ও কলেজগুলোতে শিক্ষার্থীদের উপস্থিতি নিশ্চিত করতে শিক্ষকদের বিশেষ উদ্যোগ নেওয়ার নির্দেশনা দেওয়া হয়েছে। দীর্ঘ ছুটির কারণে পাঠদানে যে ঘাটতি তৈরি হয়েছে তা পূরণে অতিরিক্ত ক্লাস নেওয়ার পরিকল্পনা রয়েছে।: [481, 616, 703, 661]
paragraph: বেসরকারি আইসিডিগুলোতেও কনটেইনারের চাপ বেড়েছে। ডিপো মালিকরা জানান, রপ্তানি পণ্যবাহী কনটেইনার দ্রুত বন্দরে পাঠানোর চেষ্টা চলছে।: [481, 1072, 703, 1106]
paragraph: রাজধানী ও বিভিন্ন জেলা থেকে সহিংসতা ও নাশকতার ঘটনায় জড়িত সন্দেহে অনেককে গ্রেপ্তার করা হয়েছে। পুলিশ জানায়, ভিডিও ফুটেজ ও তথ্য-প্রমাণের ভিত্তিতে অভিযুক্তদের শনাক্ত করা হচ্ছে।: [247, 702, 469, 747]
paragraph: বিভিন্ন জেলা শহর থেকে পাওয়া খবরে জানা যায়, সেখানেও দোকানপাট বন্ধ ছিল এবং দূরপাল্লার বাস চলাচল বন্ধ থাকে। নিত্যপণ্যের সরবরাহ কমে যাওয়ায় বাজারে দাম বেড়েছে। খেটে খাওয়া মানুষ সবচেয়ে বেশি বিপাকে পড়েছেন।: [8, 485, 235, 530]
paragraph: এ পরিস্থিতিতে রাজধানীর বিভিন্ন এলাকায় দোকানপাট ও শপিংমল বন্ধ ছিল। কারফিউর কারণে রাস্তাঘাট ফাঁকা হয়ে পড়ে এবং সাধারণ মানুষ চরম ভোগান্তিতে পড়েন। বিভিন্ন এলাকায় সেনা টহল জোরদার করা হয়।: [8, 765, 235, 810]
paragraph: কেন্দ্রীয় ব্যাংক জানিয়েছে, চলমান পরিস্থিতিতে অনেক গ্রাহক নির্ধারিত সময়ে কিস্তি পরিশোধ করতে পারেননি। তাদের সুবিধার্থে এ সিদ্ধান্ত নেওয়া হয়েছে। ব্যাংকগুলোকে দ্রুত এ নির্দেশনা বাস্তবায়নের কথা বলা হয়।: [247, 853, 469, 898]
paragraph: বন্দর সংশ্লিষ্টরা মনে করছেন, পুরোপুরি স্বাভাবিক অবস্থায় ফিরতে আরও কয়েক সপ্তাহ সময় লাগতে পারে। তবে সবাই মিলে কাজ করলে দ্রুত পরিস্থিতির উন্নতি সম্ভব।: [715, 252, 937, 286]
headline: খুলেছে গার্মেন্টস: [302, 491, 414, 512]
headline: খাতুনগঞ্জে বেড়েছে: [746, 762, 907, 788]
subheading: বেসরকারি ডিপো: [481, 1058, 544, 1070]
paragraph: বন্দর ব্যবহারকারীরা জানান, ইন্টারনেট সংযোগ না থাকায় কাস্টমস কার্যক্রমে জটিলতা তৈরি হয়েছিল। এখন সেবা চালু হওয়ায় পণ্য খালাস প্রক্রিয়া গতি পেয়েছে।: [481, 985, 703, 1018]
paragraph: চট্টগ্রাম চেম্বারের নেতারা জানান, দ্রুত পরিবহন ব্যবস্থা স্বাভাবিক হলে বাজারও স্থিতিশীল হবে। সরবরাহ ঠিক থাকলে দাম কমে আসবে বলে আশা করছেন তারা।: [715, 1018, 937, 1052]
newspaper-logo: [70, 1, 221, 68]
subheading: অভিযোগ প্রমাণিত হলে যে সাজা হতে পারে: [481, 168, 643, 180]
paragraph: বন্দরে জট তৈরি হওয়ায় আমদানিকারকরা সময়মতো গাড়ি খালাস করতে পারছেন না। এতে বাড়তি ভাড়া ও মাশুল গুনতে হচ্ছে তাদের। ব্যবসায়ীরা এ ক্ষতি পুষিয়ে নিতে সরকারের কাছে বিশেষ ছাড়ের দাবি জানিয়েছেন।: [247, 1050, 469, 1095]
paragraph: এ পরিস্থিতিতে রাজধানীর বিভিন্ন এলাকায় দোকানপাট ও শপিংমল বন্ধ ছিল। কারফিউর কারণে রাস্তাঘাট ফাঁকা হয়ে পড়ে এবং সাধারণ মানুষ চরম ভোগান্তিতে পড়েন। বিভিন্ন এলাকায় সেনা টহল জোরদার করা হয়।: [8, 205, 235, 250]
headline: ভালো আঁশ পেতে: [297, 329, 419, 350]
